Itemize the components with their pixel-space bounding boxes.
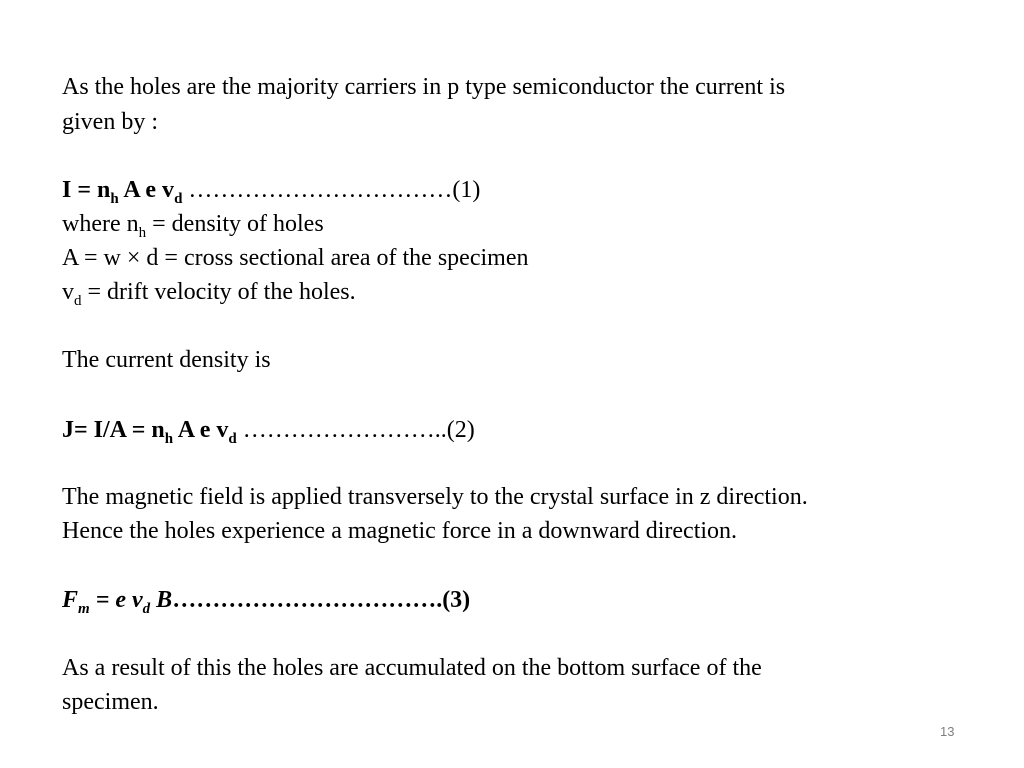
equation-1-number: ……………………………(1) (182, 177, 481, 203)
equation-1 (62, 176, 481, 207)
velocity-sub-d: d (74, 293, 82, 309)
where-suffix: = density of holes (146, 211, 324, 237)
equation-2-sub-d: d (228, 431, 237, 447)
velocity-prefix: v (62, 279, 74, 305)
equation-3-b: B (150, 587, 173, 613)
velocity-suffix: = drift velocity of the holes. (81, 279, 356, 305)
equation-3-sub-d: d (142, 601, 151, 617)
equation-2 (62, 416, 475, 447)
magnetic-line-1: The magnetic field is applied transversely to the crystal surface in z direction. (62, 484, 808, 510)
equation-1-sub-h: h (110, 191, 119, 207)
where-line (62, 210, 324, 241)
equation-1-sub-d: d (174, 191, 183, 207)
area-line: A = w × d = cross sectional area of the specimen (62, 245, 529, 271)
where-sub-h: h (138, 225, 147, 241)
equation-3-number: …………………………….(3) (172, 587, 471, 613)
where-prefix: where n (62, 211, 139, 237)
magnetic-line-2: Hence the holes experience a magnetic force in a downward direction. (62, 518, 738, 544)
equation-1-lhs: I = n (62, 177, 111, 203)
equation-3-sub-m: m (78, 601, 90, 617)
equation-1-mid: A e v (118, 177, 175, 203)
equation-2-mid: A e v (173, 417, 229, 443)
result-line-1: As a result of this the holes are accumulated on the bottom surface of the (62, 655, 762, 681)
velocity-line (62, 278, 356, 309)
equation-3-f: F (62, 587, 79, 613)
intro-line-1: As the holes are the majority carriers in p type semiconductor the current is (62, 74, 786, 100)
equation-3-mid: = e v (89, 587, 143, 613)
equation-3 (62, 586, 471, 617)
equation-2-sub-h: h (164, 431, 174, 447)
result-line-2: specimen. (62, 689, 159, 715)
equation-2-lhs: J= I/A = n (62, 417, 165, 443)
equation-2-number: ……………………..(2) (236, 417, 475, 443)
current-density-line: The current density is (62, 347, 271, 373)
intro-line-2: given by : (62, 109, 158, 135)
page-number: 13 (940, 724, 955, 739)
